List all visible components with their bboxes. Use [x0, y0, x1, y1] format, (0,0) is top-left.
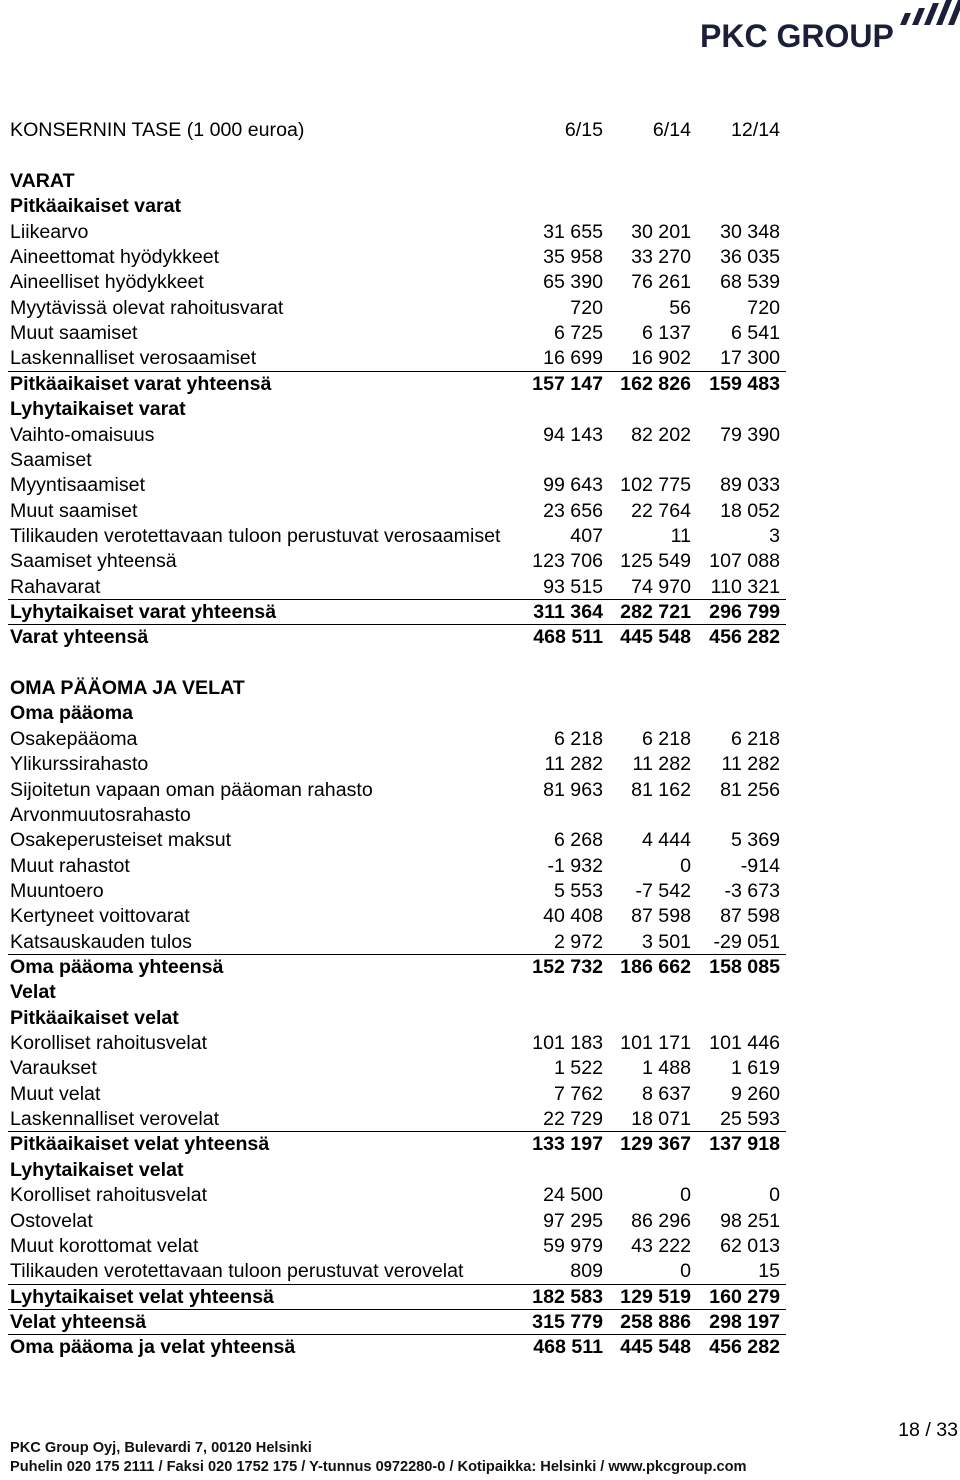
row-value: 30 348	[720, 220, 780, 243]
table-row	[8, 448, 786, 473]
row-label: Aineelliset hyödykkeet	[10, 271, 204, 294]
row-label: Lyhytaikaiset velat yhteensä	[10, 1285, 274, 1308]
table-row	[8, 1107, 786, 1132]
footer-contact: Puhelin 020 175 2111 / Faksi 020 1752 175 / Y-tunnus 0972280-0 / Kotipaikka: Helsinki / www.pkcgroup.com	[10, 1459, 747, 1475]
row-value: 159 483	[709, 372, 780, 395]
row-value: 3 501	[641, 930, 691, 953]
row-value: 162 826	[620, 372, 691, 395]
row-value: 56	[669, 296, 691, 319]
row-label: Ostovelat	[10, 1209, 93, 1232]
row-label: Arvonmuutosrahasto	[10, 803, 191, 826]
row-value: 68 539	[720, 271, 780, 294]
table-row	[8, 904, 786, 929]
row-value: 17 300	[720, 347, 780, 370]
table-row	[8, 727, 786, 752]
row-label: Muuntoero	[10, 879, 104, 902]
row-value: 9 260	[730, 1082, 780, 1105]
row-value: 74 970	[631, 575, 691, 598]
page-number: 18 / 33	[898, 1419, 958, 1441]
row-label: Muut korottomat velat	[10, 1234, 199, 1257]
row-value: 407	[570, 524, 603, 547]
row-value: 22 764	[631, 499, 691, 522]
row-value: 107 088	[709, 550, 780, 573]
row-value: 1 619	[730, 1057, 780, 1080]
row-value: 24 500	[543, 1184, 603, 1207]
table-row	[8, 1209, 786, 1234]
row-label: Myyntisaamiset	[10, 474, 146, 497]
row-value: 720	[747, 296, 780, 319]
table-row	[8, 220, 786, 245]
total-row	[8, 625, 786, 650]
row-value: 11 282	[721, 753, 780, 776]
row-value: -7 542	[635, 879, 691, 902]
row-value: 99 643	[543, 474, 603, 497]
row-value: 311 364	[533, 601, 603, 624]
total-row	[8, 1310, 786, 1335]
section-heading	[8, 1158, 786, 1183]
row-value: 22 729	[543, 1108, 603, 1131]
row-label: Lyhytaikaiset velat	[10, 1158, 184, 1181]
row-value: 6 218	[553, 727, 603, 750]
row-value: 158 085	[709, 955, 780, 978]
total-row	[8, 1285, 786, 1310]
row-value: 25 593	[720, 1108, 780, 1131]
row-value: 0	[680, 854, 691, 877]
row-value: 129 519	[620, 1285, 691, 1308]
row-value: 16 902	[631, 347, 691, 370]
footer-address-line	[10, 1439, 747, 1458]
footer-address: Bulevardi 7, 00120 Helsinki	[124, 1440, 312, 1456]
table-row	[8, 245, 786, 270]
row-value: 35 958	[543, 246, 603, 269]
row-value: 89 033	[720, 474, 780, 497]
row-label: Oma pääoma yhteensä	[10, 955, 224, 978]
row-label: Kertyneet voittovarat	[10, 905, 190, 928]
row-label: VARAT	[10, 170, 75, 192]
total-row	[8, 1335, 786, 1360]
row-value: 82 202	[631, 423, 691, 446]
row-value: 40 408	[543, 905, 603, 928]
row-value: 152 732	[532, 955, 603, 978]
row-label: Ylikurssirahasto	[10, 753, 149, 776]
table-row	[8, 803, 786, 828]
total-row	[8, 1132, 786, 1157]
row-label: Pitkäaikaiset varat yhteensä	[10, 372, 272, 395]
row-value: 81 256	[720, 778, 780, 801]
row-value: 0	[680, 1260, 691, 1283]
section-heading	[8, 701, 786, 726]
row-value: 315 779	[532, 1310, 603, 1333]
row-label: OMA PÄÄOMA JA VELAT	[10, 677, 245, 700]
row-label: Lyhytaikaiset varat	[10, 398, 186, 421]
table-row	[8, 1259, 786, 1284]
row-label: Saamiset yhteensä	[10, 550, 177, 573]
row-label: Katsauskauden tulos	[10, 930, 192, 953]
row-label: Muut saamiset	[10, 499, 138, 522]
row-value: 282 721	[620, 601, 691, 624]
row-value: 468 511	[533, 626, 603, 649]
row-value: 129 367	[620, 1133, 691, 1156]
row-value: 81 963	[543, 778, 603, 801]
row-value: 86 296	[631, 1209, 691, 1232]
row-value: 101 183	[532, 1032, 603, 1055]
section-heading	[8, 1006, 786, 1031]
row-value: 123 706	[532, 550, 603, 573]
column-header: 6/14	[652, 119, 691, 142]
table-row	[8, 1082, 786, 1107]
row-value: 23 656	[543, 499, 603, 522]
row-label: Myytävissä olevat rahoitusvarat	[10, 296, 284, 319]
table-header-row	[8, 118, 786, 143]
row-value: -914	[740, 854, 780, 877]
table-row	[8, 473, 786, 498]
row-value: 30 201	[631, 220, 691, 243]
row-value: 101 171	[620, 1032, 691, 1055]
row-value: 15	[758, 1260, 780, 1283]
row-label: Varaukset	[10, 1057, 97, 1080]
row-value: 186 662	[620, 955, 691, 978]
logo-wordmark: PKC GROUP	[700, 18, 894, 54]
row-value: 1 488	[641, 1057, 691, 1080]
table-row	[8, 1056, 786, 1081]
row-value: 445 548	[620, 626, 691, 649]
table-row	[8, 752, 786, 777]
row-label: Liikearvo	[10, 220, 89, 243]
table-row	[8, 270, 786, 295]
row-value: 94 143	[543, 423, 603, 446]
row-label: Velat	[10, 981, 56, 1004]
row-value: 298 197	[709, 1310, 780, 1333]
row-value: 102 775	[620, 474, 691, 497]
row-label: Osakeperusteiset maksut	[10, 829, 232, 852]
row-label: Tilikauden verotettavaan tuloon perustuvat verovelat	[10, 1260, 464, 1283]
row-label: Oma pääoma	[10, 702, 134, 725]
row-value: 809	[570, 1260, 603, 1283]
row-value: 18 071	[631, 1108, 691, 1131]
row-value: 81 162	[631, 778, 691, 801]
row-value: 98 251	[720, 1209, 780, 1232]
table-row	[8, 1031, 786, 1056]
column-header: 6/15	[564, 119, 603, 142]
row-value: 87 598	[720, 905, 780, 928]
row-value: 6 725	[553, 322, 603, 345]
row-value: 0	[680, 1184, 691, 1207]
row-label: Saamiset	[10, 448, 92, 471]
table-row	[8, 575, 786, 600]
row-label: Aineettomat hyödykkeet	[10, 246, 220, 269]
row-value: 36 035	[720, 246, 780, 269]
row-value: 11 282	[544, 753, 603, 776]
row-value: 5 369	[730, 829, 780, 852]
row-label: Pitkäaikaiset varat	[10, 195, 182, 218]
row-value: 2 972	[553, 930, 603, 953]
row-label: Velat yhteensä	[10, 1310, 147, 1333]
row-value: 43 222	[631, 1234, 691, 1257]
table-row	[8, 1234, 786, 1259]
row-value: 160 279	[709, 1285, 780, 1308]
row-value: 79 390	[720, 423, 780, 446]
row-label: Korolliset rahoitusvelat	[10, 1032, 208, 1055]
row-value: -29 051	[713, 930, 780, 953]
row-value: 6 137	[641, 322, 691, 345]
footer	[10, 1439, 747, 1477]
row-value: 1 522	[553, 1057, 603, 1080]
row-value: 11	[670, 524, 691, 547]
row-value: 258 886	[620, 1310, 691, 1333]
section-heading	[8, 980, 786, 1005]
row-value: 6 268	[553, 829, 603, 852]
table-row	[8, 879, 786, 904]
row-value: 11 282	[632, 753, 691, 776]
row-value: 7 762	[553, 1082, 603, 1105]
row-label: Pitkäaikaiset velat yhteensä	[10, 1133, 270, 1156]
row-value: 62 013	[720, 1234, 780, 1257]
row-value: -1 932	[547, 854, 603, 877]
row-value: -3 673	[724, 879, 780, 902]
column-header: 12/14	[730, 119, 780, 142]
section-heading	[8, 397, 786, 422]
row-value: 445 548	[620, 1336, 691, 1359]
row-value: 5 553	[553, 879, 603, 902]
row-value: 31 655	[543, 220, 603, 243]
row-value: 16 699	[543, 347, 603, 370]
row-label: Sijoitetun vapaan oman pääoman rahasto	[10, 778, 373, 801]
row-value: 720	[570, 296, 603, 319]
row-label: Pitkäaikaiset velat	[10, 1006, 179, 1029]
row-value: 97 295	[543, 1209, 603, 1232]
row-label: Laskennalliset verosaamiset	[10, 347, 257, 370]
row-value: 456 282	[709, 626, 780, 649]
row-label: Tilikauden verotettavaan tuloon perustuvat verosaamiset	[10, 524, 501, 547]
row-label: Muut rahastot	[10, 854, 130, 877]
table-row	[8, 499, 786, 524]
total-row	[8, 955, 786, 980]
row-value: 33 270	[631, 246, 691, 269]
table-row	[8, 524, 786, 549]
row-value: 4 444	[641, 829, 691, 852]
table-row	[8, 854, 786, 879]
row-value: 468 511	[533, 1336, 603, 1359]
table-row	[8, 321, 786, 346]
row-value: 133 197	[532, 1133, 603, 1156]
row-label: Lyhytaikaiset varat yhteensä	[10, 601, 277, 624]
section-heading	[8, 194, 786, 219]
table-row	[8, 778, 786, 803]
row-value: 110 321	[710, 575, 780, 598]
row-value: 87 598	[631, 905, 691, 928]
table-row	[8, 1183, 786, 1208]
row-label: Varat yhteensä	[10, 626, 149, 649]
row-value: 182 583	[532, 1285, 603, 1308]
row-value: 157 147	[532, 372, 603, 395]
row-value: 6 218	[641, 727, 691, 750]
row-value: 0	[769, 1184, 780, 1207]
row-label: Vaihto-omaisuus	[10, 423, 155, 446]
total-row	[8, 600, 786, 625]
table-row	[8, 296, 786, 321]
table-row	[8, 930, 786, 955]
row-label: Muut saamiset	[10, 322, 138, 345]
table-row	[8, 549, 786, 574]
row-value: 6 218	[730, 727, 780, 750]
row-label: Osakepääoma	[10, 727, 138, 750]
row-value: 18 052	[720, 499, 780, 522]
row-label: Laskennalliset verovelat	[10, 1108, 220, 1131]
section-heading	[8, 169, 786, 194]
table-row	[8, 423, 786, 448]
row-label: Rahavarat	[10, 575, 101, 598]
section-heading	[8, 676, 786, 701]
row-label: Korolliset rahoitusvelat	[10, 1184, 208, 1207]
row-value: 76 261	[631, 271, 691, 294]
row-value: 93 515	[543, 575, 603, 598]
table-title: KONSERNIN TASE (1 000 euroa)	[10, 119, 305, 142]
row-value: 456 282	[709, 1336, 780, 1359]
table-row	[8, 346, 786, 371]
total-row	[8, 372, 786, 397]
row-value: 3	[769, 524, 780, 547]
row-label: Muut velat	[10, 1082, 101, 1105]
row-value: 137 918	[709, 1133, 780, 1156]
row-label: Oma pääoma ja velat yhteensä	[10, 1336, 296, 1359]
row-value: 8 637	[641, 1082, 691, 1105]
table-row	[8, 828, 786, 853]
row-value: 101 446	[709, 1032, 780, 1055]
row-value: 296 799	[709, 601, 780, 624]
row-value: 125 549	[620, 550, 691, 573]
row-value: 65 390	[543, 271, 603, 294]
footer-company: PKC Group Oyj,	[10, 1440, 121, 1456]
row-value: 6 541	[730, 322, 780, 345]
row-value: 59 979	[543, 1234, 603, 1257]
